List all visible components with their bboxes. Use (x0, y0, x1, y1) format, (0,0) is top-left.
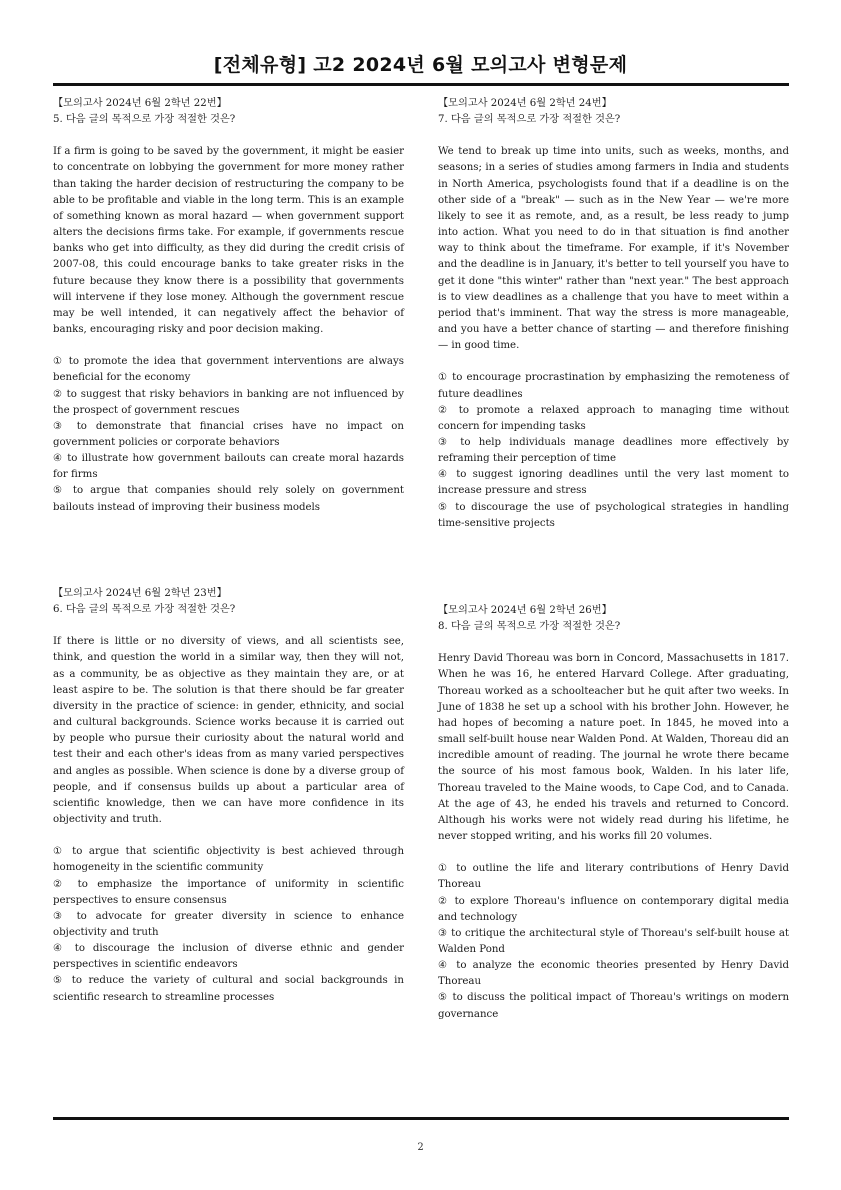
answer-choice-5[interactable]: ⑤ to discourage the use of psychological strategies in handling time-sensitive projects (438, 501, 789, 529)
question-source: 【모의고사 2024년 6월 2학년 26번】 (438, 605, 612, 616)
answer-choice-4[interactable]: ④ to illustrate how government bailouts can create moral hazards for firms (53, 453, 404, 481)
answer-choice-3[interactable]: ③ to advocate for greater diversity in science to enhance objectivity and truth (53, 910, 404, 938)
question-8 (438, 603, 789, 1023)
answer-choice-1[interactable]: ① to outline the life and literary contributions of Henry David Thoreau (438, 863, 789, 891)
question-6 (53, 586, 404, 1006)
question-prompt: 7. 다음 글의 목적으로 가장 적절한 것은? (438, 114, 621, 126)
answer-choice-2[interactable]: ② to promote a relaxed approach to managing time without concern for impending tasks (438, 404, 789, 432)
question-5 (53, 96, 404, 516)
answer-choice-4[interactable]: ④ to analyze the economic theories presented by Henry David Thoreau (438, 960, 789, 988)
question-7 (438, 96, 789, 532)
answer-choices (53, 354, 404, 516)
answer-choice-3[interactable]: ③ to demonstrate that financial crises have no impact on government policies or corporate behaviors (53, 420, 404, 448)
answer-choices (53, 844, 404, 1006)
question-passage: We tend to break up time into units, such as weeks, months, and seasons; in a series of studies among farmers in India and students in North America, psychologists found that if a deadline is on the other side of a "break" — such as in the New Year — we're more likely to see it as remote, and, as a result, be less ready to jump into action. What you need to do in that situation is find another way to think about the timeframe. For example, if it's November and the deadline is in January, it's better to tell yourself you have to get it done "this winter" rather than "next year." The best approach is to view deadlines as a challenge that you have to meet within a period that's imminent. That way the stress is more manageable, and you have a better chance of starting — and therefore finishing — in good time. (438, 146, 789, 352)
answer-choice-1[interactable]: ① to argue that scientific objectivity is best achieved through homogeneity in the scientific community (53, 846, 404, 874)
answer-choice-1[interactable]: ① to promote the idea that government interventions are always beneficial for the economy (53, 356, 404, 384)
answer-choice-3[interactable]: ③ to help individuals manage deadlines more effectively by reframing their perception of time (438, 436, 789, 465)
answer-choice-2[interactable]: ② to suggest that risky behaviors in banking are not influenced by the prospect of government rescues (53, 388, 404, 416)
answer-choice-4[interactable]: ④ to suggest ignoring deadlines until the very last moment to increase pressure and stress (438, 469, 789, 497)
answer-choice-2[interactable]: ② to explore Thoreau's influence on contemporary digital media and technology (438, 895, 789, 923)
question-prompt: 6. 다음 글의 목적으로 가장 적절한 것은? (53, 604, 236, 616)
question-source: 【모의고사 2024년 6월 2학년 22번】 (53, 98, 227, 109)
answer-choices (438, 861, 789, 1023)
answer-choices (438, 370, 789, 532)
header-divider (53, 83, 789, 86)
page-number: 2 (417, 1142, 424, 1153)
answer-choice-4[interactable]: ④ to discourage the inclusion of diverse ethnic and gender perspectives in scientific endeavors (53, 943, 404, 971)
question-prompt: 5. 다음 글의 목적으로 가장 적절한 것은? (53, 114, 236, 126)
question-passage: If a firm is going to be saved by the government, it might be easier to concentrate on lobbying the government for more money rather than taking the harder decision of restructuring the company to be able to be profitable and viable in the long term. This is an example of something known as moral hazard — when government support alters the decisions firms take. For example, if governments rescue banks who get into difficulty, as they did during the credit crisis of 2007-08, this could encourage banks to take greater risks in the future because they know there is a possibility that governments will intervene if they lose money. Although the government rescue may be well intended, it can negatively affect the behavior of banks, encouraging risky and poor decision making. (53, 146, 404, 336)
page-title: [전체유형] 고2 2024년 6월 모의고사 변형문제 (213, 54, 628, 76)
footer-divider (53, 1117, 789, 1120)
question-passage: If there is little or no diversity of views, and all scientists see, think, and question the world in a similar way, then they will not, as a community, be as objective as they maintain they are, or at least aspire to be. The solution is that there should be far greater diversity in the practice of science: in gender, ethnicity, and social and cultural backgrounds. Science works because it is carried out by people who pursue their curiosity about the natural world and test their and each other's ideas from as many varied perspectives and angles as possible. When science is done by a diverse group of people, and if consensus builds up about a particular area of scientific knowledge, then we can have more confidence in its objectivity and truth. (53, 636, 404, 826)
answer-choice-1[interactable]: ① to encourage procrastination by emphasizing the remoteness of future deadlines (438, 372, 789, 400)
question-source: 【모의고사 2024년 6월 2학년 24번】 (438, 98, 612, 109)
answer-choice-5[interactable]: ⑤ to reduce the variety of cultural and social backgrounds in scientific research to streamline processes (53, 975, 404, 1003)
question-passage: Henry David Thoreau was born in Concord, Massachusetts in 1817. When he was 16, he entered Harvard College. After graduating, Thoreau worked as a schoolteacher but he quit after two weeks. In June of 1838 he set up a school with his brother John. However, he had hopes of becoming a nature poet. In 1845, he moved into a small self-built house near Walden Pond. At Walden, Thoreau did an incredible amount of reading. The journal he wrote there became the source of his most famous book, Walden. In his later life, Thoreau traveled to the Maine woods, to Cape Cod, and to Canada. At the age of 43, he ended his travels and returned to Concord. Although his works were not widely read during his lifetime, he never stopped writing, and his works fill 20 volumes. (438, 653, 789, 843)
answer-choice-3[interactable]: ③ to critique the architectural style of Thoreau's self-built house at Walden Pond (438, 927, 789, 955)
answer-choice-2[interactable]: ② to emphasize the importance of uniformity in scientific perspectives to ensure consensus (53, 878, 404, 906)
question-prompt: 8. 다음 글의 목적으로 가장 적절한 것은? (438, 621, 621, 633)
answer-choice-5[interactable]: ⑤ to discuss the political impact of Thoreau's writings on modern governance (438, 992, 789, 1020)
answer-choice-5[interactable]: ⑤ to argue that companies should rely solely on government bailouts instead of improving their business models (53, 485, 404, 513)
question-source: 【모의고사 2024년 6월 2학년 23번】 (53, 588, 227, 599)
